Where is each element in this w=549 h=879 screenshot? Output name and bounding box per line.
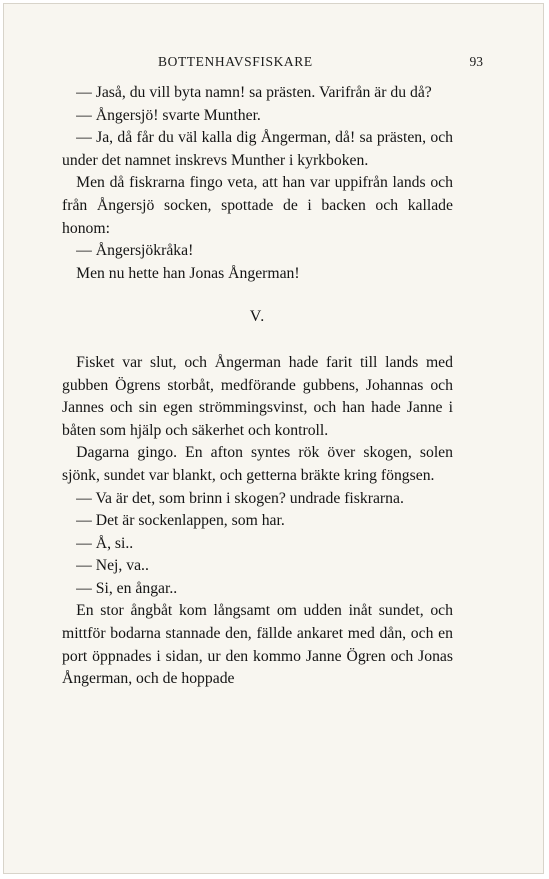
paragraph: — Ja, då får du väl kalla dig Ångerman, då! sa prästen, och under det namnet inskrevs Munther i kyrkboken. (62, 129, 453, 169)
paragraph: — Å, si.. (76, 534, 134, 552)
paragraph: — Det är sockenlappen, som har. (76, 512, 285, 530)
chapter-heading: V. (249, 308, 266, 326)
paragraph: Men då fiskrarna fingo veta, att han var uppifrån lands och från Ångersjö socken, spottade de i backen och kallade honom: (62, 174, 453, 237)
running-title: BOTTENHAVSFISKARE (158, 54, 313, 69)
paragraph: — Ångersjö! svarte Munther. (76, 106, 261, 124)
paragraph: — Va är det, som brinn i skogen? undrade fiskrarna. (76, 489, 404, 507)
paragraph: En stor ångbåt kom långsamt om udden inåt sundet, och mittför bodarna stannade den, fällde ankaret med dån, och en port öppnades i sidan, ur den kommo Janne Ögren och Jonas Ångerman, och de hoppade (62, 602, 453, 688)
page-header (44, 54, 483, 74)
paragraph: — Jaså, du vill byta namn! sa prästen. Varifrån är du då? (76, 84, 432, 101)
paragraph: — Si, en ångar.. (76, 579, 178, 597)
paragraph: — Ångersjökråka! (76, 242, 194, 260)
paragraph: Men nu hette han Jonas Ångerman! (76, 264, 300, 282)
page-number: 93 (469, 54, 483, 69)
paragraph: Fisket var slut, och Ångerman hade farit till lands med gubben Ögrens storbåt, medförande gubbens, Johannas och Jannes och sin egen strömmingsvinst, och han hade Janne i båten som hjälp och säkerhet och kontroll. (62, 353, 453, 439)
body-text (62, 82, 453, 691)
paragraph: Dagarna gingo. En afton syntes rök över skogen, solen sjönk, sundet var blankt, och getterna bräkte kring föngsen. (62, 444, 453, 484)
book-page (3, 3, 544, 874)
paragraph: — Nej, va.. (76, 557, 149, 575)
